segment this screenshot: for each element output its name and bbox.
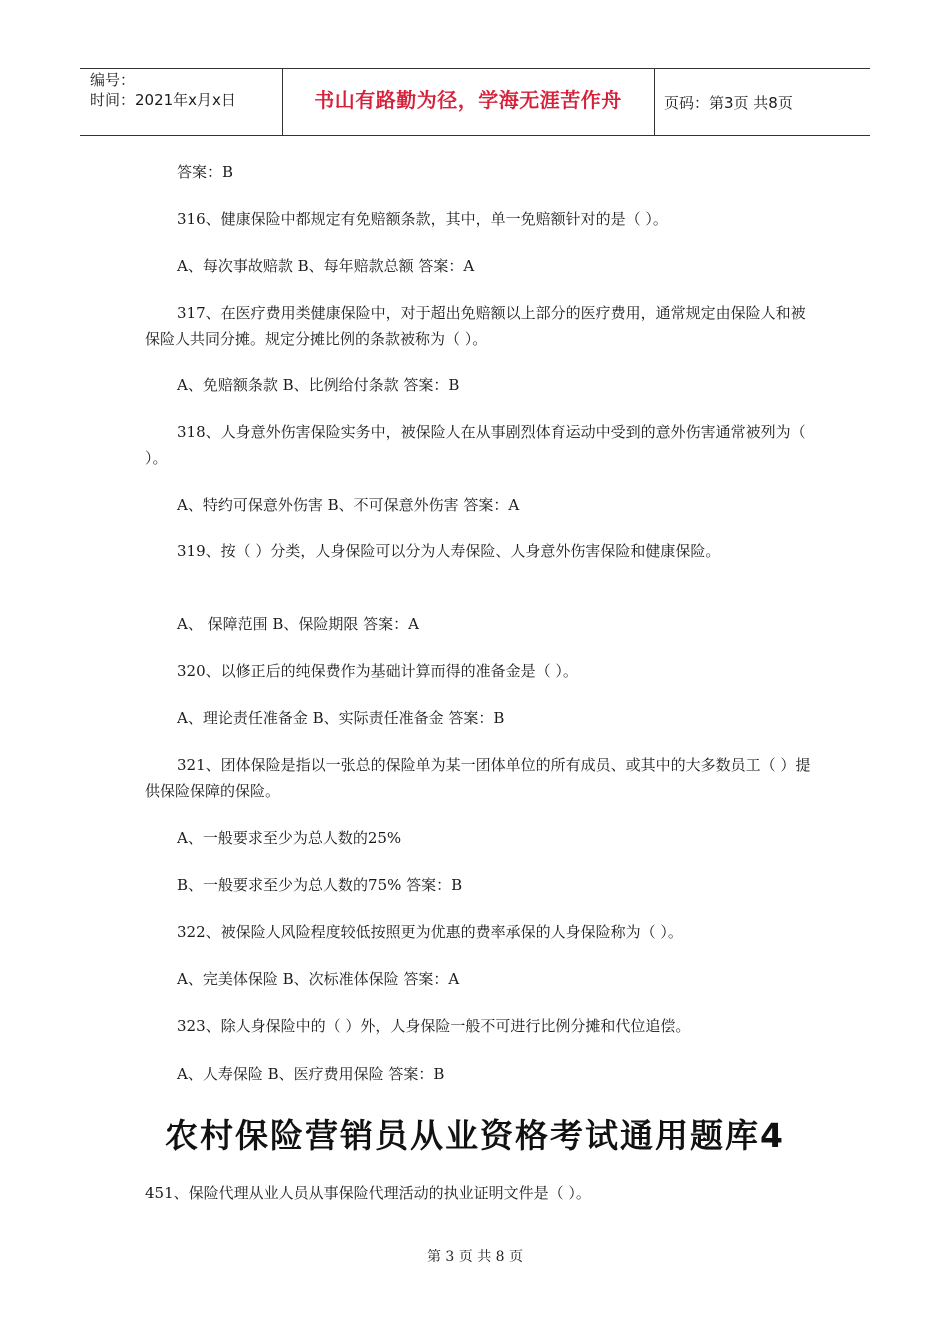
options-316: A、每次事故赔款 B、每年赔款总额 答案：A: [177, 257, 475, 275]
question-316: 316、健康保险中都规定有免赔额条款，其中，单一免赔额针对的是（ ）。: [177, 210, 668, 228]
header-divider: [654, 68, 655, 136]
question-318: 318、人身意外伤害保险实务中，被保险人在从事剧烈体育运动中受到的意外伤害通常被列为（ ）。: [145, 423, 806, 467]
answer-line: 答案：B: [177, 163, 234, 181]
option-321-b: B、一般要求至少为总人数的75% 答案：B: [177, 876, 463, 894]
question-321: 321、团体保险是指以一张总的保险单为某一团体单位的所有成员、或其中的大多数员工（ ）提供保险保障的保险。: [145, 756, 811, 800]
header-meta: [90, 70, 280, 110]
question-322: 322、被保险人风险程度较低按照更为优惠的费率承保的人身保险称为（ ）。: [177, 923, 683, 941]
question-451: 451、保险代理从业人员从事保险代理活动的执业证明文件是（ ）。: [145, 1184, 591, 1202]
options-317: A、免赔额条款 B、比例给付条款 答案：B: [177, 376, 460, 394]
header-page-info: 页码：第3页 共8页: [664, 94, 793, 112]
question-319: 319、按（ ）分类，人身保险可以分为人寿保险、人身意外伤害保险和健康保险。: [177, 542, 721, 560]
question-317: 317、在医疗费用类健康保险中，对于超出免赔额以上部分的医疗费用，通常规定由保险人和被保险人共同分摊。规定分摊比例的条款被称为（ ）。: [145, 304, 806, 348]
header-bottom-border: [80, 135, 870, 136]
option-321-a: A、一般要求至少为总人数的25%: [177, 829, 402, 847]
document-time-label: 时间：2021年x月x日: [90, 91, 236, 109]
options-323: A、人寿保险 B、医疗费用保险 答案：B: [177, 1065, 445, 1083]
question-323: 323、除人身保险中的（ ）外，人身保险一般不可进行比例分摊和代位追偿。: [177, 1017, 691, 1035]
options-320: A、理论责任准备金 B、实际责任准备金 答案：B: [177, 709, 505, 727]
document-number-label: 编号：: [90, 71, 136, 89]
header-top-border: [80, 68, 870, 69]
header-motto: 书山有路勤为径，学海无涯苦作舟: [314, 88, 622, 112]
options-318: A、特约可保意外伤害 B、不可保意外伤害 答案：A: [177, 496, 520, 514]
options-322: A、完美体保险 B、次标准体保险 答案：A: [177, 970, 460, 988]
question-320: 320、以修正后的纯保费作为基础计算而得的准备金是（ ）。: [177, 662, 578, 680]
page-footer: 第 3 页 共 8 页: [426, 1249, 524, 1265]
options-319: A、 保障范围 B、保险期限 答案：A: [177, 615, 419, 633]
section-heading: 农村保险营销员从业资格考试通用题库4: [165, 1116, 785, 1155]
